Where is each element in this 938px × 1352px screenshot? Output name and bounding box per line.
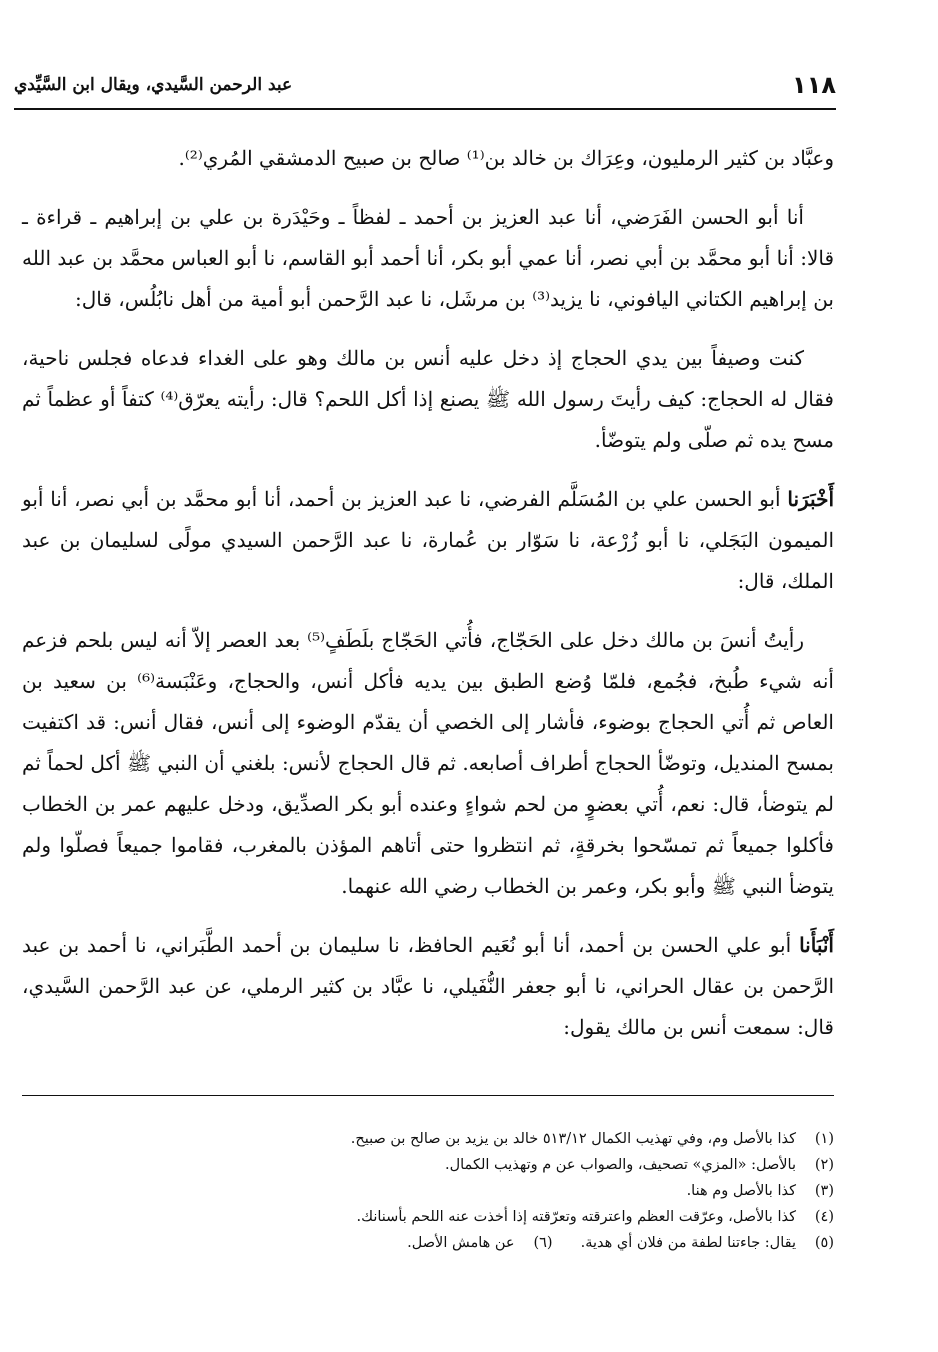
paragraph	[22, 197, 834, 320]
footnote-number: (٣)	[814, 1183, 834, 1199]
footnote-text: يقال: جاءتنا لطفة من فلان أي هدية.	[580, 1235, 796, 1251]
footnote-number: (٢)	[814, 1157, 834, 1173]
footnote	[22, 1178, 834, 1204]
running-title: عبد الرحمن السَّيدي، ويقال ابن السَّيِّدي	[14, 75, 293, 95]
paragraph-text: أبو الحسن علي بن المُسَلَّم الفرضي، نا عبد العزيز بن أحمد، أنا أبو محمَّد بن أبي نصر، أنا أبو الميمون البَجَلي، نا أبو زُرْعة، نا سَوّار بن عُمارة، نا عبد الرَّحمن السيدي مولًى لسليمان بن عبد الملك، قال:	[22, 487, 834, 593]
footnote-number: (٤)	[814, 1209, 834, 1225]
footnote-text: كذا بالأصل وم، وفي تهذيب الكمال ٥١٣/١٢ خالد بن يزيد بن صالح بن صبيح.	[350, 1131, 796, 1147]
paragraph-text: أبو علي الحسن بن أحمد، أنا أبو نُعَيم الحافظ، نا سليمان بن أحمد الطَّبَراني، نا أحمد بن عبد الرَّحمن بن عقال الحراني، نا أبو جعفر النُّفَيلي، نا عبَّاد بن كثير الرملي، عن عبد الرَّحمن السَّيدي، قال: سمعت أنس بن مالك يقول:	[22, 933, 834, 1039]
footnote-row	[22, 1230, 834, 1256]
footnote-number: (٦)	[533, 1235, 553, 1251]
main-text	[22, 138, 834, 1066]
paragraph	[22, 479, 834, 602]
isnad-lead-word: أَنْبَأَنا	[799, 933, 834, 957]
footnote	[22, 1152, 834, 1178]
footnote-number: (١)	[814, 1131, 834, 1147]
page-header	[14, 62, 836, 110]
footnotes	[22, 1095, 834, 1256]
footnote-text: بالأصل: «المزي» تصحيف، والصواب عن م وتهذيب الكمال.	[445, 1157, 796, 1173]
paragraph	[22, 338, 834, 461]
footnote	[407, 1230, 552, 1256]
footnote	[22, 1204, 834, 1230]
paragraph	[22, 138, 834, 179]
footnote-text: كذا بالأصل، وعرّقت العظم واعترقته وتعرّقته إذا أخذت عنه اللحم بأسنانك.	[356, 1209, 796, 1225]
paragraph-text: كنت وصيفاً بين يدي الحجاج إذ دخل عليه أنس بن مالك وهو على الغداء فدعاه فجلس ناحية، فقال له الحجاج: كيف رأيتَ رسول الله ﷺ يصنع إذا أكل اللحم؟ قال: رأيته يعرّق⁽⁴⁾ كتفاً أو عظماً ثم مسح يده ثم صلّى ولم يتوضّأ.	[22, 346, 834, 452]
paragraph	[22, 925, 834, 1048]
isnad-lead-word: أَخْبَرَنا	[787, 487, 835, 511]
footnote-text: كذا بالأصل وم هنا.	[686, 1183, 796, 1199]
page-number: ١١٨	[792, 71, 836, 99]
footnote	[22, 1126, 834, 1152]
paragraph-text: أنا أبو الحسن الفَرَضي، أنا عبد العزيز بن أحمد ـ لفظاً ـ وحَيْدَرة بن علي بن إبراهيم ـ قراءة ـ قالا: أنا أبو محمَّد بن أبي نصر، أنا عمي أبو بكر، أنا أحمد أبو القاسم، نا أبو العباس محمَّد بن عبد الله بن إبراهيم الكتاني اليافوني، نا يزيد⁽³⁾ بن مرشَل، نا عبد الرَّحمن أبو أمية من أهل نابُلُس، قال:	[22, 205, 834, 311]
paragraph	[22, 620, 834, 907]
paragraph-text: رأيتُ أنسَ بن مالك دخل على الحَجّاج، فأُتي الحَجّاج بلَطَفٍ⁽⁵⁾ بعد العصر إلاّ أنه ليس بلحم فزعم أنه شيء طُبخ، فجُمع، فلمّا وُضع الطبق بين يديه فأكل أنس، والحجاج، وعَنْبَسة⁽⁶⁾ بن سعيد بن العاص ثم أُتي الحجاج بوضوء، فأشار إلى الخصي أن يقدّم الوضوء إلى أنس، فقال أنس: قد اكتفيت بمسح المنديل، وتوضّأ الحجاج أطراف أصابعه. ثم قال الحجاج لأنس: بلغني أن النبي ﷺ أكل لحماً ثم لم يتوضأ، قال: نعم، أُتي بعضوٍ من لحم شواءٍ وعنده أبو بكر الصدِّيق، ودخل عليهم عمر بن الخطاب فأكلوا جميعاً ثم تمسّحوا بخرقةٍ، ثم انتظروا حتى أتاهم المؤذن بالمغرب، فقاموا جميعاً فصلّوا ولم يتوضأ النبي ﷺ وأبو بكر، وعمر بن الخطاب رضي الله عنهما.	[22, 628, 834, 898]
paragraph-text: وعبَّاد بن كثير الرمليون، وعِرَاك بن خالد بن⁽¹⁾ صالح بن صبيح الدمشقي المُري⁽²⁾.	[178, 146, 834, 170]
footnote-number: (٥)	[814, 1235, 834, 1251]
footnote-text: عن هامش الأصل.	[407, 1235, 515, 1251]
footnote	[581, 1230, 834, 1256]
